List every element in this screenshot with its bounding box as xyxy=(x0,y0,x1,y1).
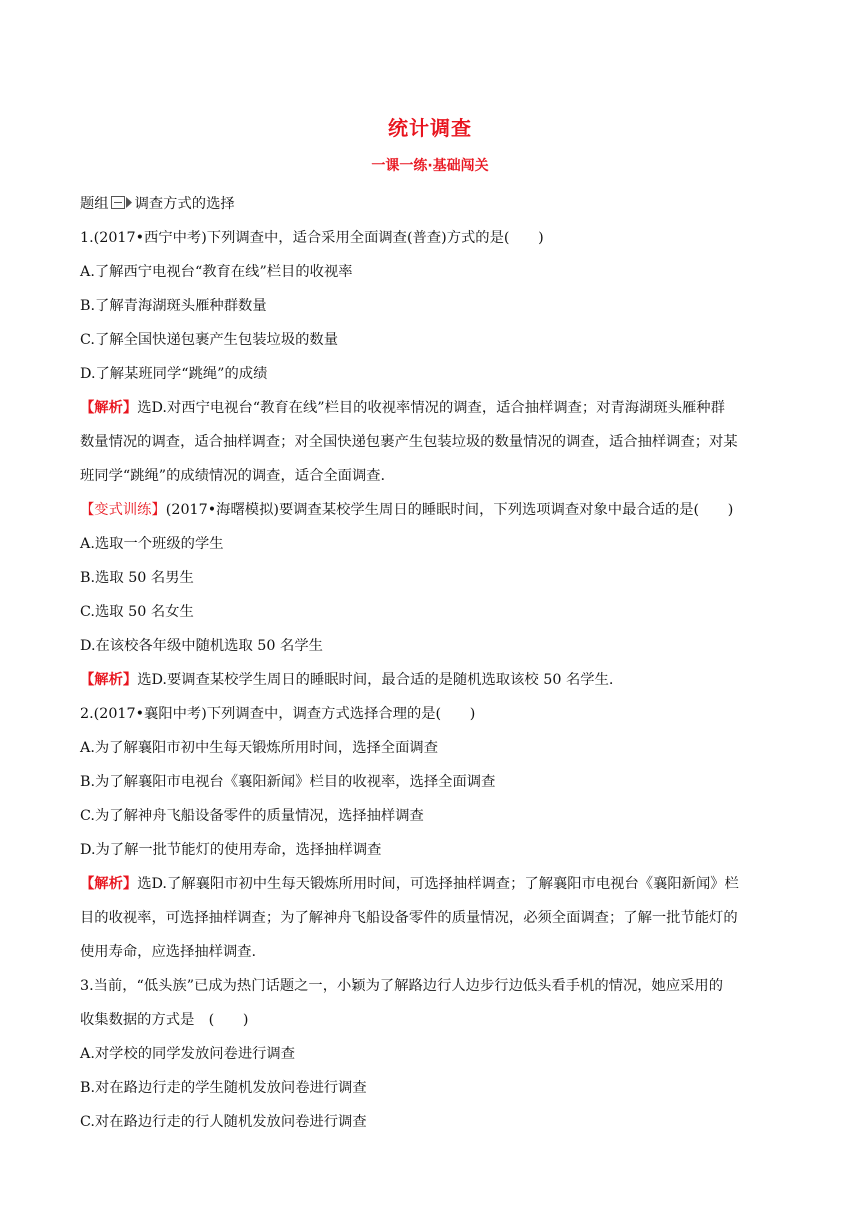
group-prefix: 题组 xyxy=(80,196,109,212)
document-body xyxy=(80,194,780,1146)
q2-analysis-line-3: 使用寿命，应选择抽样调查. xyxy=(80,944,257,960)
q3-stem xyxy=(80,976,780,1030)
q2-option-c: C.为了解神舟飞船设备零件的质量情况，选择抽样调查 xyxy=(80,808,424,824)
variant-option-a: A.选取一个班级的学生 xyxy=(80,536,224,552)
q1-analysis-line-1: 选D.对西宁电视台“教育在线”栏目的收视率情况的调查，适合抽样调查；对青海湖斑头雁种群 xyxy=(137,400,725,416)
variant-option-c: C.选取 50 名女生 xyxy=(80,604,194,620)
q2-analysis-line-1: 选D.了解襄阳市初中生每天锻炼所用时间，可选择抽样调查；了解襄阳市电视台《襄阳新闻》栏 xyxy=(137,876,739,892)
q3-stem-line-1: 3.当前，“低头族”已成为热门话题之一，小颖为了解路边行人边步行边低头看手机的情况，她应采用的 xyxy=(80,978,724,994)
page-title: 统计调查 xyxy=(388,116,472,140)
variant-stem: (2017•海曙模拟)要调查某校学生周日的睡眠时间，下列选项调查对象中最合适的是( ) xyxy=(165,502,734,518)
q3-stem-line-2: 收集数据的方式是 ( ) xyxy=(80,1012,249,1028)
q1-analysis-tag: 【解析】 xyxy=(80,400,138,416)
q1-analysis xyxy=(80,398,780,486)
page-subtitle: 一课一练·基础闯关 xyxy=(371,158,489,174)
group-arrow-icon xyxy=(111,196,133,210)
q1-analysis-line-2: 数量情况的调查，适合抽样调查；对全国快递包裹产生包装垃圾的数量情况的调查，适合抽样调查；对某 xyxy=(80,434,738,450)
q2-stem: 2.(2017•襄阳中考)下列调查中，调查方式选择合理的是( ) xyxy=(80,706,476,722)
variant-stem-line xyxy=(80,500,780,520)
q2-option-d: D.为了解一批节能灯的使用寿命，选择抽样调查 xyxy=(80,842,382,858)
q2-analysis xyxy=(80,874,780,962)
q1-option-c: C.了解全国快递包裹产生包装垃圾的数量 xyxy=(80,332,339,348)
variant-analysis-tag: 【解析】 xyxy=(80,672,138,688)
q1-option-b: B.了解青海湖斑头雁种群数量 xyxy=(80,298,267,314)
group-heading xyxy=(80,194,780,214)
q2-analysis-tag: 【解析】 xyxy=(80,876,138,892)
q3-option-c: C.对在路边行走的行人随机发放问卷进行调查 xyxy=(80,1114,367,1130)
variant-tag: 【变式训练】 xyxy=(80,502,166,518)
q2-option-a: A.为了解襄阳市初中生每天锻炼所用时间，选择全面调查 xyxy=(80,740,438,756)
q1-stem: 1.(2017•西宁中考)下列调查中，适合采用全面调查(普查)方式的是( ) xyxy=(80,230,544,246)
q1-option-a: A.了解西宁电视台“教育在线”栏目的收视率 xyxy=(80,264,353,280)
variant-analysis-text: 选D.要调查某校学生周日的睡眠时间，最合适的是随机选取该校 50 名学生. xyxy=(137,672,614,688)
q2-analysis-line-2: 目的收视率，可选择抽样调查；为了解神舟飞船设备零件的质量情况，必须全面调查；了解一批节能灯的 xyxy=(80,910,738,926)
q3-option-b: B.对在路边行走的学生随机发放问卷进行调查 xyxy=(80,1080,367,1096)
q3-option-a: A.对学校的同学发放问卷进行调查 xyxy=(80,1046,296,1062)
variant-option-b: B.选取 50 名男生 xyxy=(80,570,194,586)
variant-option-d: D.在该校各年级中随机选取 50 名学生 xyxy=(80,638,323,654)
q1-option-d: D.了解某班同学“跳绳”的成绩 xyxy=(80,366,268,382)
variant-analysis xyxy=(80,670,780,690)
q2-option-b: B.为了解襄阳市电视台《襄阳新闻》栏目的收视率，选择全面调查 xyxy=(80,774,496,790)
q1-analysis-line-3: 班同学“跳绳”的成绩情况的调查，适合全面调查. xyxy=(80,468,386,484)
group-label: 调查方式的选择 xyxy=(134,196,235,212)
